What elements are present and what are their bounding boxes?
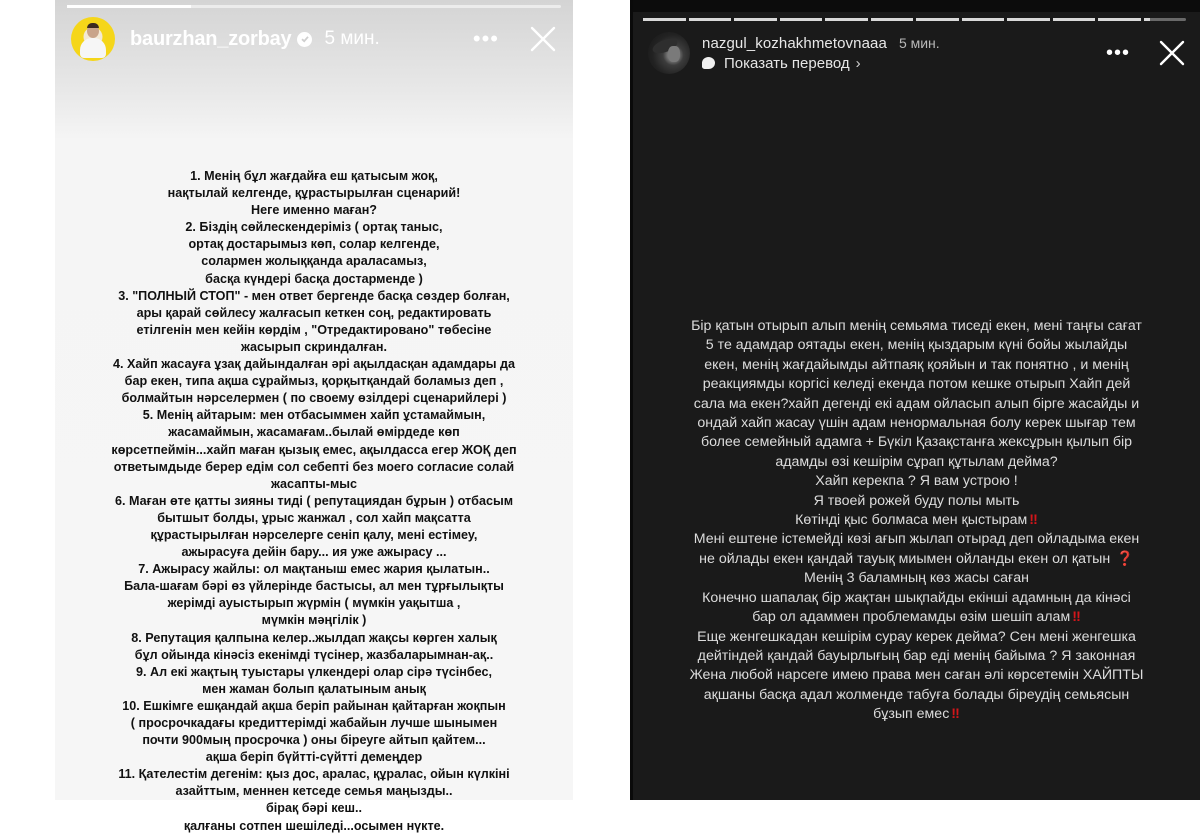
text-line: более семейный адамга + Бүкіл Қазақстанға жексұрын қылып бір <box>700 434 1133 451</box>
progress-segment <box>67 5 561 8</box>
story-text <box>55 168 573 835</box>
text-line: Я твоей рожей буду полы мыть <box>813 492 1020 509</box>
text-line: жерімді ауыстырып жүрмін ( мүмкін уақытша , <box>167 596 461 611</box>
text-line: 8. Репутация қалпына келер..жылдап жақсы көрген халық <box>131 630 497 645</box>
text-line: жасамаймын, жасамағам..былай өмірдеде көп <box>168 425 460 440</box>
text-line: Хайп керекпа ? Я вам устрою ! <box>815 473 1018 490</box>
text-line: дейтіндей қандай бауырлығың бар еді менің байыма ? Я законная <box>697 647 1136 664</box>
story-progress-bar <box>67 5 561 8</box>
progress-segment <box>825 18 868 21</box>
text-line: бытшыт болды, ұрыс жанжал , сол хайп мақсатта <box>157 510 471 525</box>
text-line: бұзып емес ‼ <box>873 706 960 723</box>
red-double-exclamation-icon: ‼ <box>1072 609 1081 626</box>
progress-segment <box>916 18 959 21</box>
text-line: көрсетпеймін...хайп маған қызық емес, ақылдасса егер ЖОҚ деп <box>111 442 517 457</box>
text-line: 11. Қателестім дегенім: қыз дос, аралас, құралас, ойын күлкіні <box>118 767 510 782</box>
text-line: 10. Ешкімге ешқандай ақша беріп райынан қайтарған жоқпын <box>122 698 506 713</box>
progress-segment <box>780 18 823 21</box>
red-double-exclamation-icon: ‼ <box>951 706 960 723</box>
text-line: Конечно шапалақ бір жақтан шықпайды екінші адамның да кінәсі <box>702 589 1131 606</box>
text-line: ортақ достарымыз көп, солар келгенде, <box>188 237 440 252</box>
story-text <box>633 317 1200 725</box>
avatar[interactable] <box>71 17 115 61</box>
text-line: 2. Біздің сөйлескендеріміз ( ортақ таныс, <box>185 220 443 235</box>
username[interactable]: baurzhan_zorbay <box>130 27 292 50</box>
text-line: реакциямды коргісі келеді екенда потом кешке отырып Хайп дей <box>702 376 1131 393</box>
progress-segment <box>1053 18 1096 21</box>
text-line: ответымдыде берер едім сол себепті без моего согласие солай <box>113 459 515 474</box>
story-right <box>630 0 1200 800</box>
text-line: ақшаны басқа адал жолменде табуға болады біреудің семьясын <box>703 686 1130 703</box>
text-line: Көтінді қыс болмаса мен қыстырам ‼ <box>795 512 1038 529</box>
ellipsis-icon[interactable]: ••• <box>1105 42 1130 64</box>
post-time: 5 мин. <box>324 28 380 49</box>
text-line: мүмкін мәңгілік ) <box>261 613 367 628</box>
text-line: етілгенін мен кейін көрдім , "Отредактировано" төбесіне <box>136 322 492 337</box>
text-line: ( просрочкадағы кредиттерімді жабайын лучше шынымен <box>130 716 498 730</box>
text-line: 6. Маған өте қатты зияны тиді ( репутациядан бұрын ) отбасым <box>114 493 514 508</box>
text-line: 4. Хайп жасауға ұзақ дайындалған әрі ақылдасқан адамдары да <box>112 357 516 372</box>
close-icon[interactable] <box>1158 39 1186 67</box>
text-line: құрастырылған нәрселерге сеніп қалу, мені естімеу, <box>150 527 478 542</box>
text-line: 9. Ал екі жақтың туыстары үлкендері олар сірә түсінбес, <box>136 664 492 679</box>
text-line: нақтылай келгенде, құрастырылған сценарий! <box>167 186 461 201</box>
text-line: екен, менің жағдайымды айтпаяқ қояйын и так понятно , и менің <box>704 356 1129 373</box>
text-line: не ойлады екен қандай тауық миымен ойланды екен ол қатын ❓ <box>699 550 1134 567</box>
avatar[interactable] <box>648 32 690 74</box>
text-line: жасапты-мыс <box>270 476 358 491</box>
text-line: сала ма екен?хайп дегенді екі адам ойласып алып бірге жасайды и <box>693 395 1140 412</box>
username[interactable]: nazgul_kozhakhmetovnaaa <box>702 34 887 52</box>
progress-segment <box>734 18 777 21</box>
text-line: Бала-шағам бәрі өз үйлерінде бастысы, ал мен тұрғылықты <box>124 579 504 594</box>
text-line: Еще женгешкадан кешірім сурау керек дейма? Сен мені женгешка <box>697 628 1136 645</box>
text-line: ондай хайп жасау үшін адам ненормальная болу керек шығар тем <box>697 415 1136 432</box>
show-translation-label: Показать перевод <box>724 54 850 72</box>
text-line: бар екен, типа ақша сұраймыз, қорқытқандай боламыз деп , <box>124 374 504 389</box>
show-translation-button[interactable] <box>702 55 940 72</box>
text-line: почти 900мың просрочка ) оны біреуге айтып қайтем... <box>142 733 486 748</box>
text-line: 5. Менің айтарым: мен отбасыммен хайп ұстамаймын, <box>142 408 486 423</box>
text-line: ажырасуға дейін бару... ия уже ажырасу ... <box>181 545 447 560</box>
text-line: бұл ойында кінәсіз екенімді түсінер, жазбаларымнан-ақ.. <box>134 647 494 662</box>
text-line: 5 те адамдар оятады екен, менің қыздарым күні бойы жылайды <box>705 337 1128 354</box>
text-line: 7. Ажырасу жайлы: ол мақтаныш емес жария қылатын.. <box>138 562 490 577</box>
story-left <box>55 0 573 833</box>
text-line: адамды өзі кешірім сұрап құтылам дейма? <box>775 453 1058 470</box>
text-line: ақша беріп бүйтті-сүйтті демеңдер <box>205 750 423 765</box>
ellipsis-icon[interactable]: ••• <box>472 26 499 51</box>
story-progress-bar <box>643 18 1186 21</box>
chevron-right-icon: › <box>855 54 861 72</box>
text-line: 3. "ПОЛНЫЙ СТОП" - мен ответ бергенде басқа сөздер болған, <box>118 288 510 303</box>
text-line: Менің 3 баламның көз жасы саған <box>804 570 1029 587</box>
text-line: қалғаны сотпен шешіледі...осымен нүкте. <box>183 818 445 833</box>
red-question-mark-icon: ❓ <box>1116 550 1134 567</box>
text-line: Бір қатын отырып алып менің семьяма тиседі екен, мені таңғы сағат <box>691 318 1142 334</box>
text-line: ары қарай сөйлесу жалғасып кеткен соң, редактировать <box>136 305 492 320</box>
post-time: 5 мин. <box>898 34 940 51</box>
progress-segment <box>871 18 914 21</box>
story-header <box>71 17 561 61</box>
text-line: солармен жолыққанда араласамыз, <box>201 254 427 269</box>
verified-badge-icon <box>297 32 312 47</box>
text-line: азайттым, меннен кетседе семья маңызды.. <box>175 784 453 799</box>
text-line: болмайтын нәрселермен ( по своему өзілдері сценарийлері ) <box>121 391 507 406</box>
progress-segment <box>643 18 686 21</box>
story-header <box>648 30 1188 76</box>
progress-segment <box>1144 18 1187 21</box>
progress-segment <box>689 18 732 21</box>
text-line: бар ол адаммен проблемамды өзім шешіп алам ‼ <box>752 609 1081 626</box>
text-line: Жена любой нарсеге имею права мен саған әлі көрсетемін ХАЙПТЫ <box>689 667 1144 684</box>
text-line: басқа күндері басқа достарменде ) <box>205 271 423 286</box>
text-line: Неге именно маған? <box>250 203 378 218</box>
close-icon[interactable] <box>529 25 557 53</box>
red-double-exclamation-icon: ‼ <box>1029 512 1038 529</box>
text-line: бірақ бәрі кеш.. <box>265 801 363 816</box>
text-line: жасырып скриндалған. <box>240 339 388 354</box>
text-line: 1. Менің бұл жағдайға еш қатысым жоқ, <box>190 169 438 183</box>
translate-bubble-icon <box>702 57 715 69</box>
text-line: мен жаман болып қалатыным анық <box>202 681 426 696</box>
progress-segment <box>1098 18 1141 21</box>
progress-segment <box>962 18 1005 21</box>
progress-segment <box>1007 18 1050 21</box>
text-line: Мені ештене істемейді көзі ағып жылап отырад деп ойладыма екен <box>693 531 1140 548</box>
